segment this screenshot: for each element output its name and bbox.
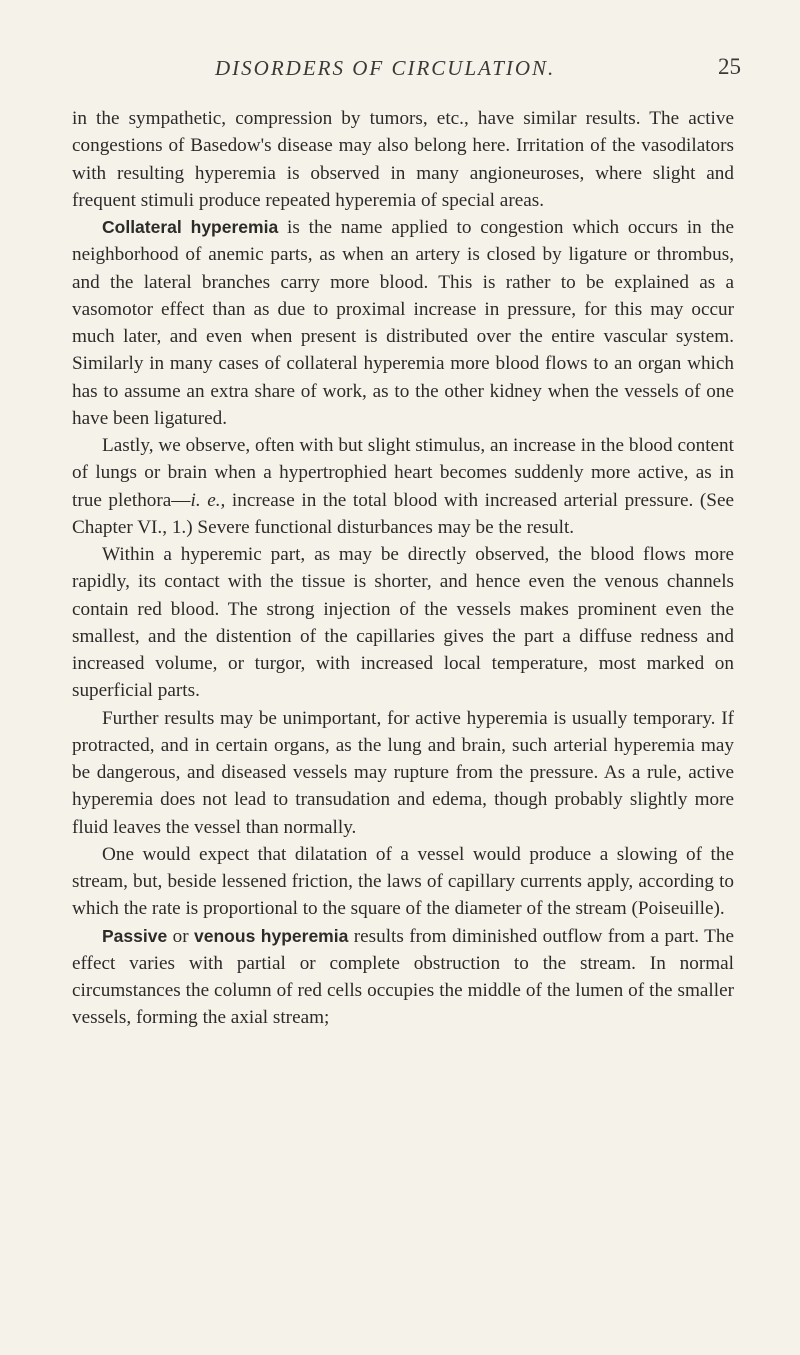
paragraph-within bbox=[72, 541, 734, 705]
paragraph-text: or bbox=[167, 925, 195, 947]
paragraph-text: One would expect that dilatation of a vessel would produce a slowing of the stream, but, beside lessened friction, the laws of capillary currents apply, according to which the rate is proportional to the square of the diameter of the stream (Poiseuille). bbox=[72, 843, 734, 920]
paragraph-dilatation bbox=[72, 841, 734, 923]
running-head bbox=[0, 56, 800, 84]
term-venous-hyperemia: venous hyperemia bbox=[194, 925, 349, 946]
paragraph-text: Further results may be unimportant, for active hyperemia is usually temporary. If protracted, and in certain organs, as the lung and brain, such arterial hyperemia may be dangerous, and diseased vessels may rupture from the pressure. As a rule, active hyperemia does not lead to transudation and edema, though probably slightly more fluid leaves the vessel than normally. bbox=[72, 707, 734, 838]
term-passive: Passive bbox=[102, 925, 168, 946]
page-number: 25 bbox=[718, 54, 741, 79]
body-text bbox=[72, 105, 734, 1032]
paragraph-text: increase in the total blood with increased arterial pressure. (See Chapter VI., 1.) Severe functional disturbances may be the result. bbox=[72, 489, 734, 538]
paragraph-text: is the name applied to congestion which occurs in the neighborhood of anemic parts, as when an artery is closed by ligature or thrombus, and the lateral branches carry more blood. This is rather to be explained as a vasomotor effect than as due to proximal increase in pressure, for this may occur much later, and even when present is distributed over the entire vascular system. Similarly in many cases of collateral hyperemia more blood flows to an organ which has to assume an extra share of work, as to the other kidney when the vessels of one have been ligatured. bbox=[72, 217, 735, 429]
paragraph-text: Lastly, we observe, often with but slight stimulus, an increase in the blood content of lungs or brain when a hypertrophied heart becomes suddenly more active, as in true plethora— bbox=[72, 435, 734, 511]
running-title: DISORDERS OF CIRCULATION. bbox=[215, 56, 556, 80]
emphasis-ie: i. e., bbox=[190, 489, 226, 511]
paragraph-further-results bbox=[72, 705, 734, 841]
paragraph-passive-hyperemia bbox=[72, 923, 734, 1032]
paragraph-lastly bbox=[72, 432, 734, 541]
paragraph-text: results from diminished outflow from a part. The effect varies with partial or complete obstruction to the stream. In normal circumstances the column of red cells occupies the middle of the lumen of the smaller vessels, forming the axial stream; bbox=[72, 925, 734, 1029]
paragraph-continuation bbox=[72, 105, 734, 214]
paragraph-collateral-hyperemia bbox=[72, 214, 734, 432]
paragraph-text: in the sympathetic, compression by tumors, etc., have similar results. The active congestions of Basedow's disease may also belong here. Irritation of the vasodilators with resulting hyperemia is observed in many angioneuroses, where slight and frequent stimuli produce repeated hyperemia of special areas. bbox=[72, 108, 734, 211]
paragraph-text: Within a hyperemic part, as may be directly observed, the blood flows more rapidly, its contact with the tissue is shorter, and hence even the venous channels contain red blood. The strong injection of the vessels makes prominent even the smallest, and the distention of the capillaries gives the part a diffuse redness and increased volume, or turgor, with increased local temperature, most marked on superficial parts. bbox=[72, 544, 734, 702]
term-collateral-hyperemia: Collateral hyperemia bbox=[102, 217, 279, 237]
